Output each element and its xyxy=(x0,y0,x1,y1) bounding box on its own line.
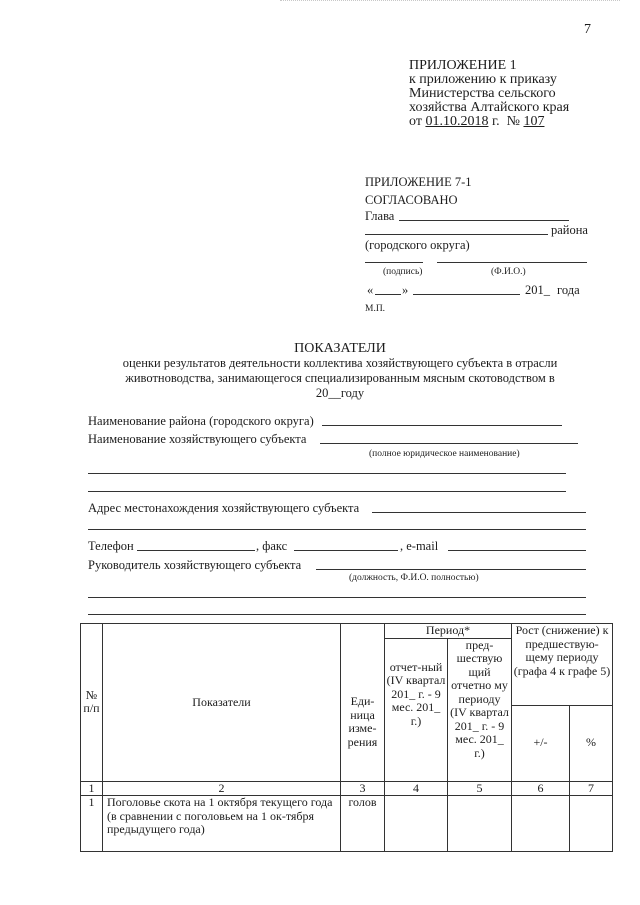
order-number: 107 xyxy=(523,114,545,129)
fax-field-line[interactable] xyxy=(294,550,398,551)
year-word: года xyxy=(557,283,580,297)
entity-extra-line-2[interactable] xyxy=(88,491,566,492)
district-field-label: Наименование района (городского округа) xyxy=(88,414,314,428)
day-line xyxy=(375,294,401,295)
scan-artifact-line xyxy=(280,0,620,1)
head-field-note: (должность, Ф.И.О. полностью) xyxy=(349,573,479,583)
column-number: 4 xyxy=(385,781,448,796)
date-suffix: г. xyxy=(491,114,500,129)
head-field-line[interactable] xyxy=(316,569,586,570)
column-number: 6 xyxy=(512,781,570,796)
heading-line-2: животноводства, занимающегося специализированным мясным скотоводством в xyxy=(125,371,555,385)
entity-extra-line-1[interactable] xyxy=(88,473,566,474)
heading-line-3: 20__году xyxy=(315,386,365,400)
email-field-line[interactable] xyxy=(448,550,586,551)
column-number: 7 xyxy=(570,781,613,796)
agreed-label: СОГЛАСОВАНО xyxy=(365,193,458,207)
header-previous-period: пред-шествую щий отчетно му периоду (IV квартал 201_ г. - 9 мес. 201_ г.) xyxy=(448,638,512,781)
address-extra-line[interactable] xyxy=(88,529,586,530)
table-row xyxy=(81,796,613,852)
district-note: (городского округа) xyxy=(365,238,470,252)
district-line xyxy=(365,234,548,235)
appendix-1-line-3: хозяйства Алтайского края xyxy=(409,100,570,115)
district-field-line[interactable] xyxy=(322,425,562,426)
address-field-line[interactable] xyxy=(372,512,586,513)
stamp-note: М.П. xyxy=(365,304,386,314)
column-number: 2 xyxy=(103,781,341,796)
head-label: Глава xyxy=(365,209,395,223)
fio-note: (Ф.И.О.) xyxy=(491,267,526,277)
column-number-row xyxy=(81,781,613,796)
fax-field-label: , факс xyxy=(256,539,288,553)
row-percent-value[interactable] xyxy=(570,796,613,852)
column-number: 3 xyxy=(341,781,385,796)
header-growth: Рост (снижение) к предшествую-щему периоду (графа 4 к графе 5) xyxy=(512,624,613,706)
appendix-1-date-line xyxy=(409,114,544,130)
row-number: 1 xyxy=(81,796,103,852)
row-plus-minus-value[interactable] xyxy=(512,796,570,852)
heading-title: ПОКАЗАТЕЛИ xyxy=(294,341,386,356)
row-unit: голов xyxy=(341,796,385,852)
entity-field-line[interactable] xyxy=(320,443,578,444)
appendix-7-title: ПРИЛОЖЕНИЕ 7-1 xyxy=(365,175,472,189)
indicators-table xyxy=(80,623,613,852)
phone-field-line[interactable] xyxy=(137,550,255,551)
column-number: 5 xyxy=(448,781,512,796)
signature-line xyxy=(365,262,423,263)
row-previous-value[interactable] xyxy=(448,796,512,852)
email-field-label: , e-mail xyxy=(400,539,439,553)
header-indicators: Показатели xyxy=(103,624,341,782)
phone-field-label: Телефон xyxy=(88,539,134,553)
row-report-value[interactable] xyxy=(385,796,448,852)
fio-line xyxy=(437,262,587,263)
header-report-period: отчет-ный (IV квартал 201_ г. - 9 мес. 201_ г.) xyxy=(385,638,448,781)
appendix-1-line-2: Министерства сельского xyxy=(409,86,556,101)
number-prefix: № xyxy=(506,114,520,129)
header-num: № п/п xyxy=(81,624,103,782)
order-date: 01.10.2018 xyxy=(425,114,489,129)
head-field-label: Руководитель хозяйствующего субъекта xyxy=(88,558,302,572)
district-label: района xyxy=(551,223,588,237)
heading-line-1: оценки результатов деятельности коллектива хозяйствующего субъекта в отрасли xyxy=(122,356,558,370)
head-name-line xyxy=(399,220,569,221)
header-unit: Еди-ница изме-рения xyxy=(341,624,385,782)
month-line xyxy=(413,294,520,295)
date-close-quote: » xyxy=(402,283,409,297)
header-plus-minus: +/- xyxy=(512,705,570,781)
entity-field-label: Наименование хозяйствующего субъекта xyxy=(88,432,307,446)
entity-field-note: (полное юридическое наименование) xyxy=(369,449,520,459)
head-extra-line-1[interactable] xyxy=(88,597,586,598)
year-value: 201_ xyxy=(525,283,550,297)
address-field-label: Адрес местонахождения хозяйствующего субъекта xyxy=(88,501,360,515)
head-extra-line-2[interactable] xyxy=(88,614,586,615)
appendix-1-title: ПРИЛОЖЕНИЕ 1 xyxy=(409,58,517,73)
header-percent: % xyxy=(570,705,613,781)
appendix-1-line-1: к приложению к приказу xyxy=(409,72,557,87)
date-open-quote: « xyxy=(367,283,374,297)
page-number: 7 xyxy=(584,22,591,37)
signature-note: (подпись) xyxy=(383,267,423,277)
column-number: 1 xyxy=(81,781,103,796)
row-indicator: Поголовье скота на 1 октября текущего года (в сравнении с поголовьем на 1 ок-тября предыдущего года) xyxy=(103,796,341,852)
date-prefix: от xyxy=(409,114,422,129)
header-period: Период* xyxy=(385,624,512,639)
